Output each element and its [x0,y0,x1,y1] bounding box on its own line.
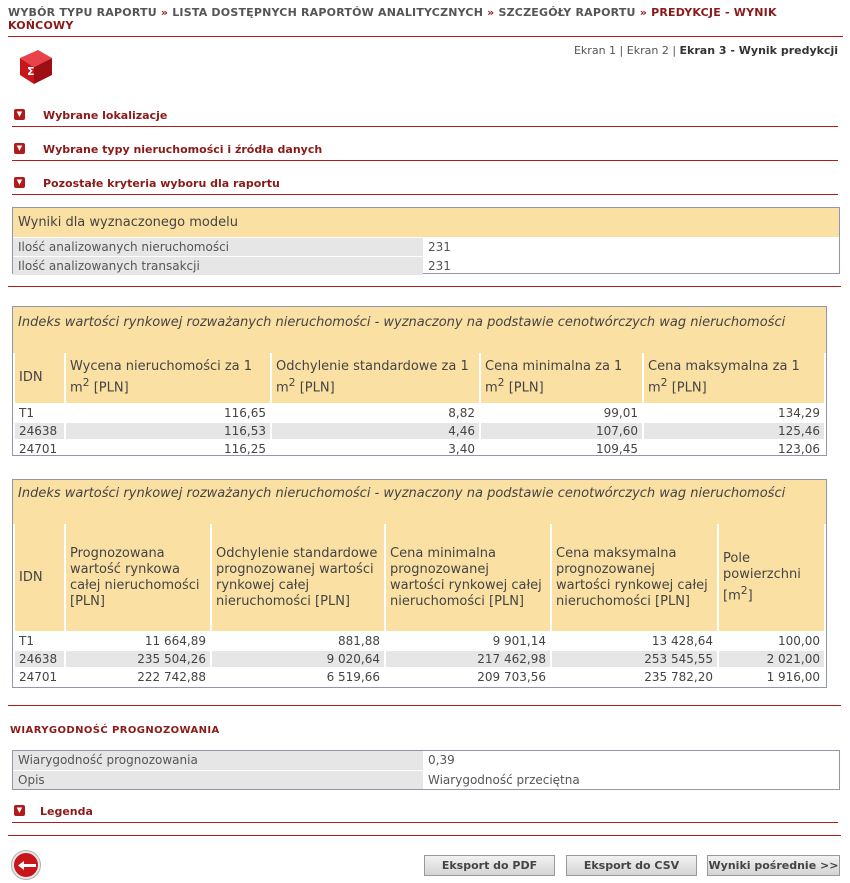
chevron-down-icon: ▼ [14,805,25,816]
cell-value: 11 664,89 [144,634,206,648]
cell-idn: T1 [19,406,34,420]
model-row-label: Ilość analizowanych transakcji [13,257,423,275]
unit-price-index-panel [12,306,827,456]
model-row-label: Ilość analizowanych nieruchomości [13,238,423,256]
cell-stddev: 8,82 [448,406,475,420]
screen-steps [574,44,838,57]
section-locations[interactable] [12,107,838,127]
section-criteria-label: Pozostałe kryteria wyboru dla raportu [43,177,280,190]
cell-stddev: 3,40 [448,442,475,456]
cell-max: 123,06 [778,442,820,456]
cell-min: 109,45 [596,442,638,456]
unit-price-index-table [13,351,826,459]
reliability-row-value: 0,39 [428,753,455,767]
section-divider [8,835,841,836]
reliability-panel [12,750,840,790]
screen-step-2[interactable]: Ekran 2 [626,44,669,57]
svg-text:Σ: Σ [27,65,35,78]
column-header: Odchylenie standardowe za 1 $m^2$ [PLN] [272,353,479,403]
column-header: Odchylenie standardowe prognozowanej wartości rynkowej całej nieruchomości [PLN] [212,524,384,631]
cell-min: 99,01 [603,406,638,420]
breadcrumb-divider [8,36,843,37]
chevron-down-icon: ▼ [14,177,25,188]
screen-step-divider: | [672,44,677,57]
cell-idn: 24638 [15,651,64,667]
intermediate-results-button[interactable]: Wyniki pośrednie >> [707,855,840,876]
section-property-types[interactable] [12,141,838,161]
cell-idn: T1 [19,634,34,648]
section-property-types-label: Wybrane typy nieruchomości i źródła danych [43,143,323,156]
unit-price-index-title: Indeks wartości rynkowej rozważanych nieruchomości - wyznaczony na podstawie cenotwórczych wag nieruchomości [13,307,826,353]
column-header: Prognozowana wartość rynkowa całej nieruchomości [PLN] [66,524,210,631]
cell-value: 116,53 [66,423,270,439]
model-row-value: 231 [428,259,451,273]
column-header: IDN [15,353,64,403]
cell-max: 13 428,64 [651,634,713,648]
cell-stddev: 881,88 [338,634,380,648]
breadcrumb-separator: » [639,6,648,19]
reliability-row-label: Wiarygodność prognozowania [13,751,423,770]
cell-min: 107,60 [481,423,642,439]
back-button[interactable] [12,851,40,879]
model-row-value: 231 [428,240,451,254]
cell-area: 100,00 [778,634,820,648]
reliability-row [13,770,839,789]
table-row [15,669,824,685]
column-header: Pole powierzchni $[m^2]$ [719,524,824,631]
cell-min: 9 901,14 [492,634,546,648]
model-results-panel [12,207,840,274]
screen-step-divider: | [619,44,624,57]
table-row [15,405,824,421]
cell-min: 209 703,56 [477,670,546,684]
cell-idn: 24701 [19,670,58,684]
model-row [13,256,839,275]
section-divider [8,705,841,706]
model-results-title: Wyniki dla wyznaczonego modelu [13,208,839,237]
table-row [15,633,824,649]
table-row [15,651,824,667]
chevron-down-icon: ▼ [14,109,25,120]
reliability-row-value: Wiarygodność przeciętna [428,773,580,787]
breadcrumb-item-report-details[interactable]: SZCZEGÓŁY RAPORTU [498,6,636,19]
section-divider [8,286,841,287]
column-header: Cena minimalna prognozowanej wartości rynkowej całej nieruchomości [PLN] [386,524,550,631]
reliability-row [13,751,839,770]
column-header: Cena minimalna za 1 $m^2$ [PLN] [481,353,642,403]
export-pdf-button[interactable]: Eksport do PDF [424,855,555,876]
column-header: Cena maksymalna prognozowanej wartości rynkowej całej nieruchomości [PLN] [552,524,717,631]
cell-max: 253 545,55 [552,651,717,667]
column-header: Wycena nieruchomości za 1 $m^2$ [PLN] [66,353,270,403]
breadcrumb-separator: » [160,6,169,19]
cell-idn: 24638 [15,423,64,439]
screen-step-1[interactable]: Ekran 1 [573,44,617,57]
section-locations-label: Wybrane lokalizacje [43,109,168,122]
reliability-row-label: Opis [13,771,423,789]
column-header: Cena maksymalna za 1 $m^2$ [PLN] [644,353,824,403]
table-row [15,441,824,457]
screen-step-3-current: Ekran 3 - Wynik predykcji [679,44,838,57]
column-header: IDN [15,524,64,631]
section-criteria[interactable] [12,175,838,195]
cell-stddev: 9 020,64 [212,651,384,667]
sigma-cube-logo [14,46,56,86]
arrow-left-icon [18,861,36,870]
breadcrumb-current: PREDYKCJE - WYNIK KOŃCOWY [8,6,777,32]
cell-area: 2 021,00 [719,651,824,667]
cell-max: 134,29 [778,406,820,420]
cell-value: 116,65 [224,406,266,420]
cell-stddev: 6 519,66 [326,670,380,684]
total-value-index-title: Indeks wartości rynkowej rozważanych nieruchomości - wyznaczony na podstawie cenotwórczych wag nieruchomości [13,480,826,524]
export-csv-button[interactable]: Eksport do CSV [566,855,697,876]
cell-stddev: 4,46 [272,423,479,439]
cell-max: 125,46 [644,423,824,439]
total-value-index-panel [12,479,827,688]
section-legend-label: Legenda [40,805,93,818]
breadcrumb-separator: » [487,6,495,19]
total-value-index-table [13,522,826,687]
breadcrumb-item-report-list[interactable]: LISTA DOSTĘPNYCH RAPORTÓW ANALITYCZNYCH [172,6,484,19]
section-legend[interactable] [12,803,838,823]
chevron-down-icon: ▼ [14,143,25,154]
cell-max: 235 782,20 [644,670,713,684]
cell-area: 1 916,00 [766,670,820,684]
cell-value: 235 504,26 [66,651,210,667]
breadcrumb-item-report-type[interactable]: WYBÓR TYPU RAPORTU [8,6,157,19]
cell-value: 222 742,88 [137,670,206,684]
breadcrumb [8,6,843,32]
model-row [13,237,839,256]
table-row [15,423,824,439]
cell-min: 217 462,98 [386,651,550,667]
cell-idn: 24701 [19,442,58,456]
reliability-heading: WIARYGODNOŚĆ PROGNOZOWANIA [10,725,220,736]
cell-value: 116,25 [224,442,266,456]
